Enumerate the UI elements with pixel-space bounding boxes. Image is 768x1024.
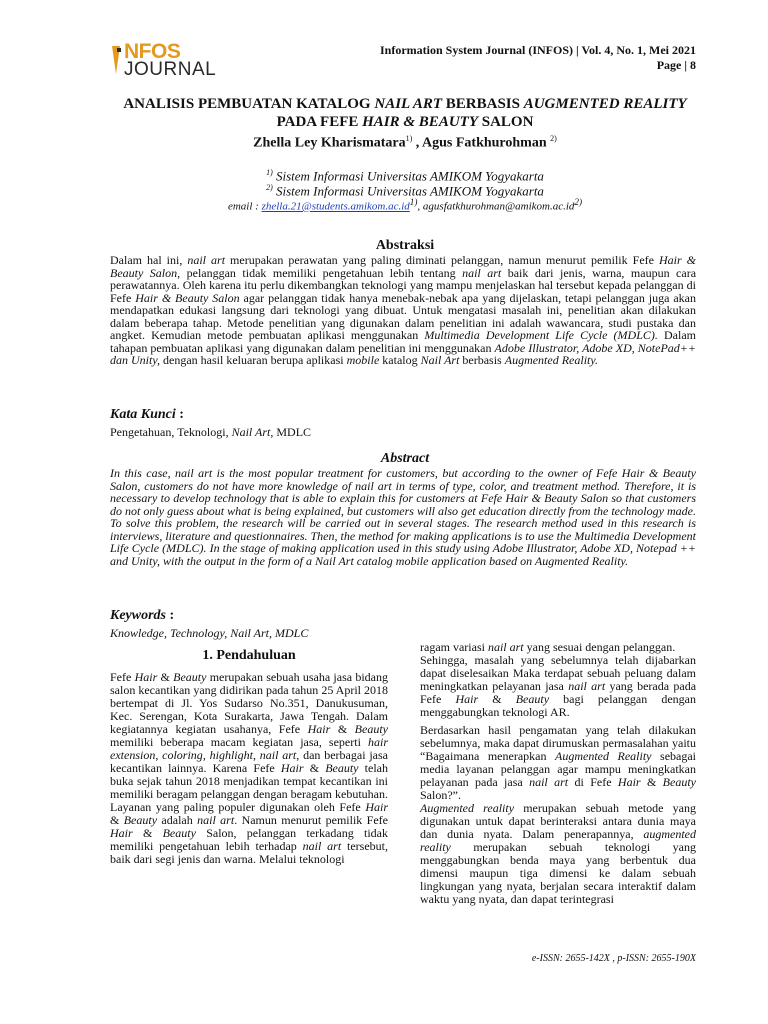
text-run: Hair	[110, 826, 133, 840]
aff-sup: 1)	[266, 168, 273, 177]
title-part: PADA FEFE	[276, 114, 363, 130]
author-emails	[110, 197, 700, 213]
author-list	[110, 134, 700, 152]
author-separator: ,	[412, 135, 423, 151]
kw-run: , MDLC	[270, 425, 312, 439]
text-run: Adobe Illustrator, Adobe XD, NotePad++ dan Unity,	[110, 340, 696, 367]
text-run: adalah	[157, 813, 198, 827]
title-part: AUGMENTED REALITY	[523, 96, 687, 112]
text-run: Hair	[617, 775, 641, 789]
abstraksi-text	[110, 254, 696, 367]
text-run: &	[303, 761, 326, 775]
text-run: di Fefe	[568, 775, 618, 789]
text-run: Dalam tahapan pembuatan aplikasi yang digunakan dalam penelitian ini menggunakan	[110, 328, 696, 355]
paragraph	[420, 654, 696, 719]
text-run: bagi pelanggan dengan menggabungkan teknologi AR.	[420, 692, 697, 719]
text-run: &	[640, 775, 663, 789]
text-run: &	[132, 826, 163, 840]
text-run: &	[110, 813, 124, 827]
text-run: Beauty	[123, 813, 158, 827]
text-run: Hair	[365, 800, 388, 814]
text-run: ,	[155, 748, 163, 762]
text-run: Beauty	[162, 826, 196, 840]
aff-sup: 2)	[266, 183, 273, 192]
text-run: merupakan perawatan yang paling diminati pelanggan, namun menurut pemilik Fefe	[225, 253, 659, 267]
kata-kunci-heading	[110, 407, 184, 423]
title-part: SALON	[477, 114, 534, 130]
text-run: Beauty	[325, 761, 359, 775]
aff-text: Sistem Informasi Universitas AMIKOM Yogyakarta	[272, 168, 544, 184]
text-run: nail art	[462, 265, 502, 280]
text-run: Augmented Reality.	[504, 353, 599, 367]
section-heading: 1. Pendahuluan	[202, 648, 296, 663]
kw-run: Pengetahuan, Teknologi,	[110, 425, 232, 439]
author-sup: 1)	[405, 134, 413, 143]
kw-run: Nail Art	[231, 425, 271, 439]
kw-colon: :	[175, 407, 184, 422]
text-run: baik dari jenis, warna, maupun cara perawatannya. Oleh karena itu perlu dikembangkan teknologi yang mampu menjelaskan hal tersebut kepada pelanggan di Fefe	[110, 265, 697, 305]
running-header	[380, 43, 696, 73]
text-run: tersebut, baik dari segi jenis dan warna. Melalui teknologi	[110, 839, 388, 866]
email-label: email :	[227, 200, 262, 213]
text-run: nail art	[568, 679, 606, 693]
text-run: merupakan sebuah usaha jasa bidang salon kecantikan yang didirikan pada tahun 25 April 2018 bertempat di Jl. Yos Sudarso No.351, Danukusuman, Kec. Serengan, Kota Surakarta, Jawa Tengah. Dalam kegiatannya kegiatan usahanya, Fefe	[110, 670, 388, 736]
text-run: Beauty	[173, 670, 207, 684]
text-run: Nail Art	[420, 353, 460, 367]
text-run: ragam variasi	[420, 640, 488, 654]
text-run: merupakan sebuah teknologi yang menggabungkan benda maya yang berbentuk dua dimensi maupun tiga dimensi ke dalam sebuah lingkungan yang nyata, berjalan secara interaktif dalam waktu yang nyata, dan dapat terintegrasi	[420, 840, 696, 906]
text-run: telah buka sejak tahun 2018 menjadikan tempat kecantikan ini memiliki beragam pelanggan dengan beragam kebutuhan. Layanan yang paling populer digunakan oleh Fefe	[110, 761, 388, 814]
text-run: Hair	[134, 670, 158, 684]
text-run: Sehingga, masalah yang sebelumnya telah dijabarkan dapat diselesaikan Maka terdapat sebuah peluang dalam meningkatkan pelayanan jasa	[420, 653, 696, 693]
keywords-text: Knowledge, Technology, Nail Art, MDLC	[110, 626, 309, 640]
logo-mark-icon	[110, 44, 124, 76]
title-part: ANALISIS PEMBUATAN KATALOG	[123, 96, 375, 112]
text-run: Hair	[280, 761, 304, 775]
text-run: nail art	[187, 253, 226, 267]
text-run: katalog	[379, 353, 421, 367]
title-part: HAIR & BEAUTY	[362, 114, 478, 130]
email-link[interactable]: zhella.21@students.amikom.ac.id	[261, 200, 410, 213]
text-run: , pelanggan tidak memiliki pengetahuan lebih tentang	[177, 265, 463, 280]
text-run: memiliki beberapa macam kegiatan jasa, seperti	[110, 735, 368, 749]
text-run: nail art	[197, 813, 235, 827]
text-run: &	[330, 722, 355, 736]
text-run: Beauty	[515, 692, 550, 706]
text-run: &	[478, 692, 516, 706]
aff-text: Sistem Informasi Universitas AMIKOM Yogyakarta	[272, 183, 544, 199]
text-run: nail art	[302, 839, 342, 853]
issn-footer: e-ISSN: 2655-142X , p-ISSN: 2655-190X	[531, 953, 696, 964]
kata-kunci-text	[110, 425, 311, 440]
text-run: yang sesuai dengan pelanggan.	[523, 640, 676, 654]
text-run: yang berada pada Fefe	[420, 679, 697, 706]
text-run: coloring	[162, 748, 203, 762]
text-run: . Namun menurut pemilik Fefe	[234, 813, 389, 827]
email-text: , agusfatkhurohman@amikom.ac.id	[417, 200, 575, 213]
email-sup: 1)	[409, 197, 418, 207]
text-run: nail art	[529, 775, 569, 789]
text-run: hair extension	[110, 735, 388, 762]
text-run: berbasis	[459, 353, 505, 367]
author-name: Zhella Ley Kharismatara	[253, 135, 406, 151]
text-run: agar pelanggan tidak hanya menebak-nebak apa yang dijelaskan, tetapi pelanggan juga akan mendapatkan edukasi langsung dari teknologi yang dibuat. Untuk mengatasi masalah ini, penelitian akan dilakukan dalam beberapa tahap. Metode penelitian yang digunakan dalam penelitian ini adalah wawancara, studi pustaka dan angket. Kemudian metode pembuatan aplikasi menggunakan	[110, 290, 696, 342]
text-run: sebagai media layanan pelanggan agar mampu meningkatkan pelayanan pada jasa	[420, 749, 697, 789]
text-run: ,	[202, 748, 210, 762]
text-run: Hair & Beauty Salon	[110, 253, 696, 280]
text-run: Beauty	[354, 722, 388, 736]
text-run: mobile	[346, 353, 380, 367]
text-run: dengan hasil keluaran berupa aplikasi	[160, 353, 347, 367]
kw-label: Keywords	[110, 608, 166, 623]
paragraph	[420, 802, 696, 906]
email-sup: 2)	[574, 197, 583, 207]
text-run: Hair & Beauty Salon	[135, 290, 240, 305]
text-run: Augmented Reality	[555, 749, 652, 763]
text-run: augmented reality	[420, 827, 696, 854]
text-run: &	[157, 670, 174, 684]
kw-colon: :	[166, 608, 175, 623]
affiliation-2	[110, 180, 700, 198]
author-sup: 2)	[550, 134, 557, 143]
paragraph	[420, 724, 696, 802]
title-part: BERBASIS	[442, 96, 524, 112]
right-column-text	[420, 641, 696, 906]
text-run: merupakan sebuah metode yang digunakan untuk dapat berinteraksi antara dunia maya dan dunia nyata. Dalam penerapannya,	[420, 801, 696, 841]
text-run: Augmented reality	[420, 801, 515, 815]
author-name: Agus Fatkhurohman	[422, 135, 547, 151]
text-run: nail art	[259, 748, 297, 762]
abstraksi-heading: Abstraksi	[375, 238, 435, 253]
logo-text-journal: JOURNAL	[124, 59, 217, 80]
text-run: highlight	[209, 748, 253, 762]
text-run: Hair	[307, 722, 331, 736]
text-run: , dan berbagai jasa kecantikan lainnya. Karena Fefe	[110, 748, 388, 775]
text-run: Hair	[455, 692, 479, 706]
text-run: Multimedia Development Life Cycle (MDLC).	[424, 328, 658, 342]
text-run: Salon?”.	[420, 788, 461, 802]
text-run: Beauty	[662, 775, 696, 789]
logo-text-nfos: NFOS	[124, 40, 181, 63]
title-part: NAIL ART	[374, 96, 443, 112]
text-run: Fefe	[110, 670, 135, 684]
abstract-text: In this case, nail art is the most popular treatment for customers, but according to the owner of Fefe Hair & Beauty Salon, customers do not have more knowledge of nail art in terms of type, color, and treatment method. Therefore, it is necessary to develop technology that is able to explain this for customers at Fefe Hair & Beauty Salon so that customers do not only guess about what is being explained, but customers will also get education directly from the technology made. To solve this problem, the research will be carried out in several stages. The research method used in this research is interviews, literature and questionnaires. Then, the method for making applications is to use the Multimedia Development Life Cycle (MDLC). In the stage of making application used in this study using Adobe Illustrator, Adobe XD, Notepad ++ and Unity, with the output in the form of a Nail Art catalog mobile application based on Augmented Reality.	[110, 466, 696, 568]
kw-label: Kata Kunci	[110, 407, 176, 422]
keywords-heading	[110, 608, 174, 624]
journal-logo	[110, 40, 217, 82]
text-run: Dalam hal ini,	[110, 253, 188, 267]
paper-title	[110, 95, 700, 131]
journal-citation: Information System Journal (INFOS) | Vol. 4, No. 1, Mei 2021	[380, 43, 696, 57]
text-run: nail art	[487, 640, 524, 654]
page-number: Page | 8	[656, 58, 696, 72]
left-column-text	[110, 671, 388, 866]
text-run: Salon, pelanggan terkadang tidak memiliki pengetahuan lebih terhadap	[110, 826, 388, 853]
abstract-heading: Abstract	[380, 451, 430, 466]
text-run: ,	[252, 748, 260, 762]
text-run: Berdasarkan hasil pengamatan yang telah dilakukan sebelumnya, maka dapat dirumuskan permasalahan yaitu “Bagaimana menerapkan	[420, 723, 696, 763]
